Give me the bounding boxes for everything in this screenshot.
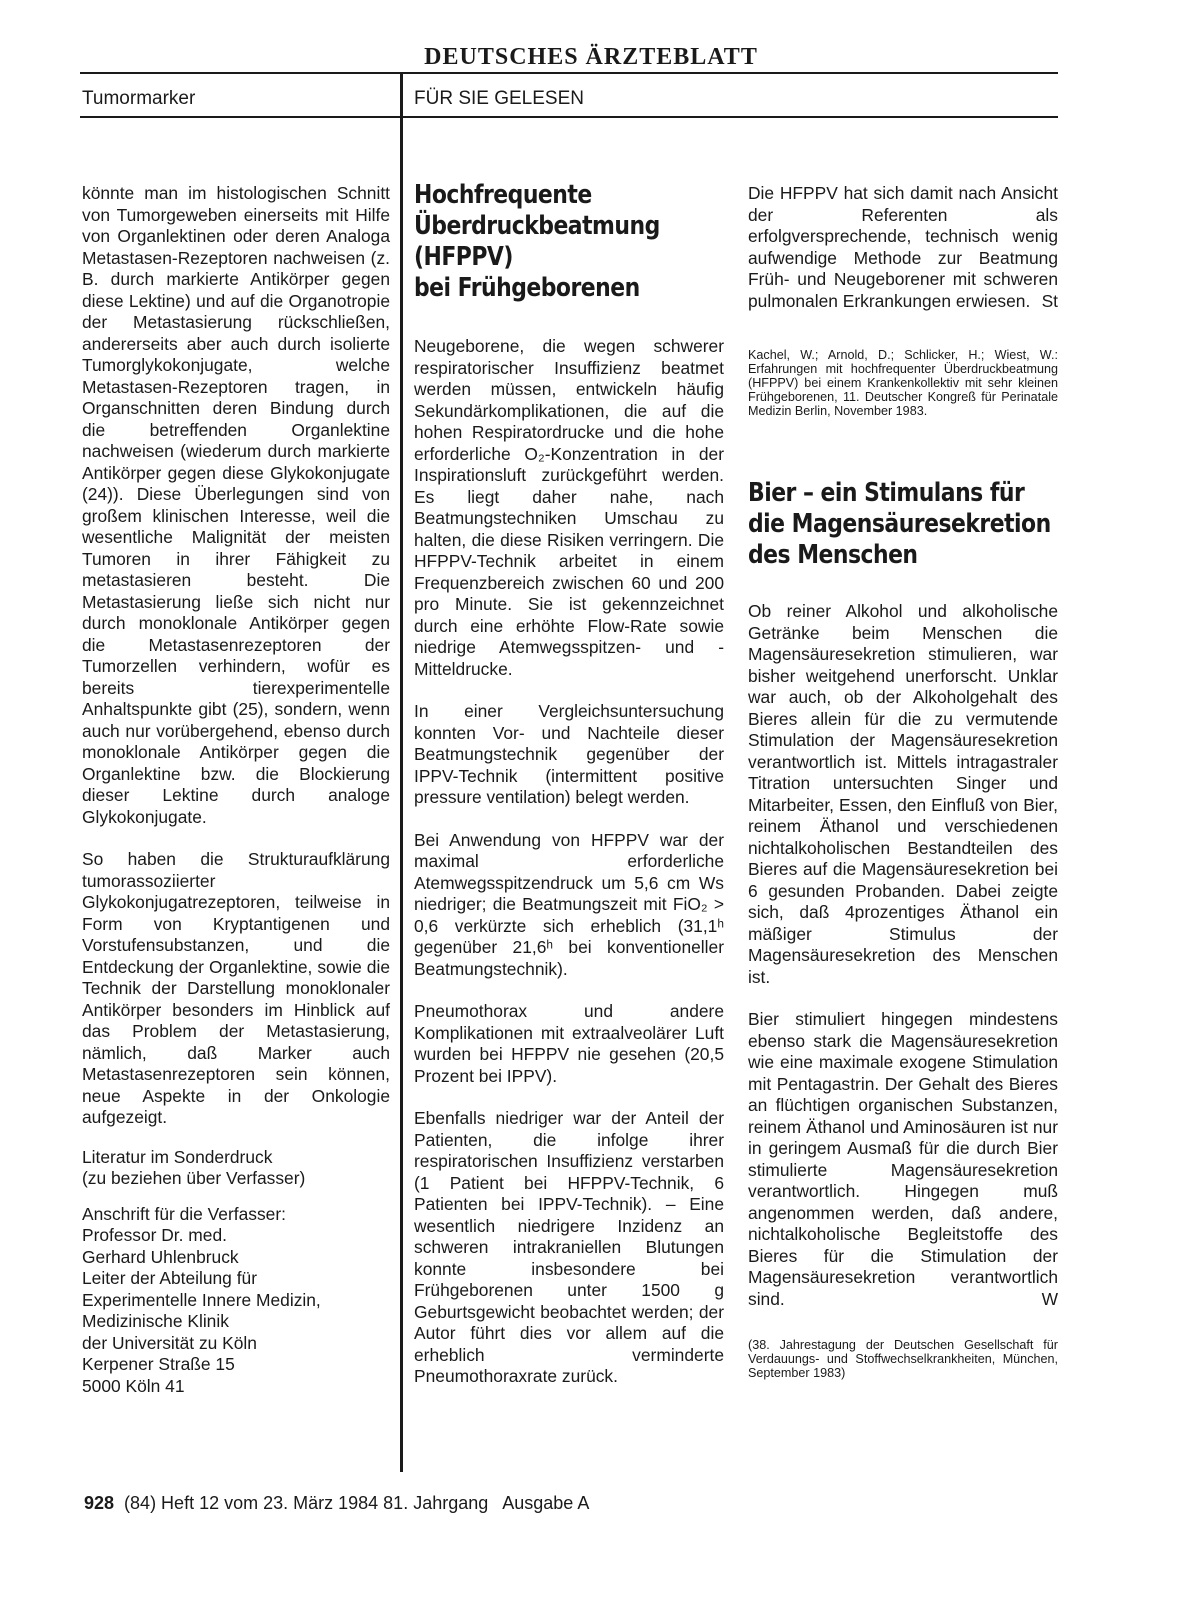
column-1 [82,183,390,1397]
headline-line: Überdruckbeatmung [414,211,660,241]
body-paragraph: Pneumothorax und andere Komplikationen mit extraalveolärer Luft wurden bei HFPPV nie gesehen (20,5 Prozent bei IPPV). [414,1001,724,1086]
section-label-right: FÜR SIE GELESEN [414,88,584,109]
article-headline-hfppv [414,180,723,304]
body-paragraph: Bei Anwendung von HFPPV war der maximal erforderliche Atemwegsspitzendruck um 5,6 cm Ws niedriger; die Beatmungszeit mit FiO₂ > 0,6 verkürzte sich erheblich (31,1ʰ gegenüber 21,6ʰ bei konventioneller Beatmungstechnik). [414,829,724,979]
issue-line: (84) Heft 12 vom 23. März 1984 81. Jahrgang Ausgabe A [124,1493,590,1513]
headline-line: die Magensäuresekretion [748,509,1051,539]
column-divider [400,72,403,1472]
body-paragraph: Ebenfalls niedriger war der Anteil der Patienten, die infolge ihrer respiratorischen Insuffizienz verstarben (1 Patient bei HFPPV-Technik, 6 Patienten bei IPPV-Technik). – Eine wesentlich niedrigere Inzidenz an schweren intrakraniellen Blutungen konnte insbesondere bei Frühgeborenen unter 1500 g Geburtsgewicht beobachtet werden; der Autor führt dies vor allem auf die erheblich verminderte Pneumothoraxrate zurück. [414,1108,724,1386]
author-signature: W [1041,1288,1058,1309]
headline-line: des Menschen [748,540,918,570]
headline-line: bei Frühgeborenen [414,273,640,303]
body-paragraph [748,1009,1058,1310]
masthead: DEUTSCHES ÄRZTEBLATT [424,44,758,70]
section-label-left: Tumormarker [82,88,196,109]
address-line: der Universität zu Köln [82,1332,257,1353]
body-paragraph: Neugeborene, die wegen schwerer respiratorischer Insuffizienz beatmet werden müssen, entwickeln häufig Sekundärkomplikationen, die auf die hohen Respiratordrucke und die hohe erforderliche O₂-Konzentration in der Inspirationsluft zurückgeführt werden. Es liegt daher nahe, nach Beatmungstechniken Umschau zu halten, die diese Risiken verringern. Die HFPPV-Technik arbeitet in einem Frequenzbereich zwischen 60 und 200 pro Minute. Sie ist gekennzeichnet durch eine erhöhte Flow-Rate sowie niedrige Atemwegsspitzen- und -Mitteldrucke. [414,336,724,679]
body-paragraph: Ob reiner Alkohol und alkoholische Getränke beim Menschen die Magensäuresekretion stimulieren, war bisher weitgehend unerforscht. Unklar war auch, ob der Alkoholgehalt des Bieres allein für die zu vermutende Stimulation der Magensäuresekretion verantwortlich ist. Mittels intragastraler Titration untersuchten Singer und Mitarbeiter, Essen, den Einfluß von Bier, reinem Äthanol und verschiedenen nichtalkoholischen Bestandteilen des Bieres auf die Magensäuresekretion bei 6 gesunden Probanden. Dabei zeigte sich, daß 4prozentiges Äthanol ein mäßiger Stimulus der Magensäuresekretion des Menschen ist. [748,601,1058,987]
literature-line: (zu beziehen über Verfasser) [82,1168,306,1188]
body-paragraph: In einer Vergleichsuntersuchung konnten Vor- und Nachteile dieser Beatmungstechnik gegenüber der IPPV-Technik (intermittent positive pressure ventilation) belegt werden. [414,701,724,807]
headline-line: (HFPPV) [414,242,513,272]
paragraph-text: Bier stimuliert hingegen mindestens ebenso stark die Magensäuresekretion wie eine maximale exogene Stimulation mit Pentagastrin. Der Gehalt des Bieres an flüchtigen organischen Substanzen, reinem Äthanol und Aminosäuren ist nur in geringem Ausmaß für die durch Bier stimulierte Magensäuresekretion verantwortlich. Hingegen muß angenommen werden, daß andere, nichtalkoholische Begleitstoffe des Bieres für die Stimulation der Magensäuresekretion verantwortlich sind. [748,1009,1058,1309]
author-address [82,1204,390,1398]
address-line: Experimentelle Innere Medizin, [82,1289,321,1310]
address-line: Kerpener Straße 15 [82,1354,235,1374]
address-line: Leiter der Abteilung für [82,1268,257,1288]
address-line: Medizinische Klinik [82,1311,229,1331]
header-top-rule [80,72,1058,74]
body-paragraph [748,183,1058,312]
address-line: Professor Dr. med. [82,1225,227,1245]
article-headline-bier [748,478,1057,571]
literature-note [82,1147,390,1190]
literature-line: Literatur im Sonderdruck [82,1146,273,1167]
page-footer [84,1493,589,1514]
page-number: 928 [84,1493,115,1513]
reference-citation: (38. Jahrestagung der Deutschen Gesellschaft für Verdauungs- und Stoffwechselkrankheiten, München, September 1983) [748,1338,1058,1380]
address-line: Anschrift für die Verfasser: [82,1203,286,1224]
address-line: 5000 Köln 41 [82,1375,185,1396]
body-paragraph: So haben die Strukturaufklärung tumorassoziierter Glykokonjugatrezeptoren, teilweise in Form von Kryptantigenen und Vorstufensubstanzen, und die Entdeckung der Organlektine, sowie die Technik der Darstellung monoklonaler Antikörper besonders im Hinblick auf das Problem der Metastasierung, nämlich, daß Marker auch Metastasenrezeptoren sein können, neue Aspekte in der Onkologie aufgezeigt. [82,849,390,1127]
header-bottom-rule [80,116,1058,118]
address-line: Gerhard Uhlenbruck [82,1246,239,1267]
reference-citation: Kachel, W.; Arnold, D.; Schlicker, H.; Wiest, W.: Erfahrungen mit hochfrequenter Überdruckbeatmung (HFPPV) bei einem Krankenkollektiv mit sehr kleinen Frühgeborenen, 11. Deutscher Kongreß für Perinatale Medizin Berlin, November 1983. [748,348,1058,418]
headline-line: Bier – ein Stimulans für [748,478,1025,508]
author-signature: St [1041,290,1058,311]
column-2 [414,180,724,1388]
headline-line: Hochfrequente [414,180,592,210]
paragraph-text: Die HFPPV hat sich damit nach Ansicht der Referenten als erfolgversprechende, technisch wenig aufwendige Methode zur Beatmung Früh- und Neugeborener mit schweren pulmonalen Erkrankungen erwiesen. [748,183,1058,311]
column-3 [748,183,1058,1380]
body-paragraph: könnte man im histologischen Schnitt von Tumorgeweben einerseits mit Hilfe von Organlektinen oder deren Analoga Metastasen-Rezeptoren nachweisen (z. B. durch markierte Antikörper gegen diese Lektine) und auf die Organotropie der Metastasierung rückschließen, andererseits aber auch durch isolierte Tumorglykokonjugate, welche Metastasen-Rezeptoren tragen, in Organschnitten deren Bindung durch die betreffenden Organlektine nachweisen (wiederum durch markierte Antikörper gegen diese Glykokonjugate (24)). Diese Überlegungen sind von großem klinischen Interesse, weil die wesentliche Malignität der meisten Tumoren in ihrer Fähigkeit zu metastasieren besteht. Die Metastasierung ließe sich nicht nur durch monoklonale Antikörper gegen die Metastasenrezeptoren der Tumorzellen verhindern, wofür es bereits tierexperimentelle Anhaltspunkte gibt (25), sondern, wenn auch nur vorübergehend, ebenso durch monoklonale Antikörper gegen die Organlektine bzw. die Blockierung dieser Lektine durch analoge Glykokonjugate. [82,183,390,827]
